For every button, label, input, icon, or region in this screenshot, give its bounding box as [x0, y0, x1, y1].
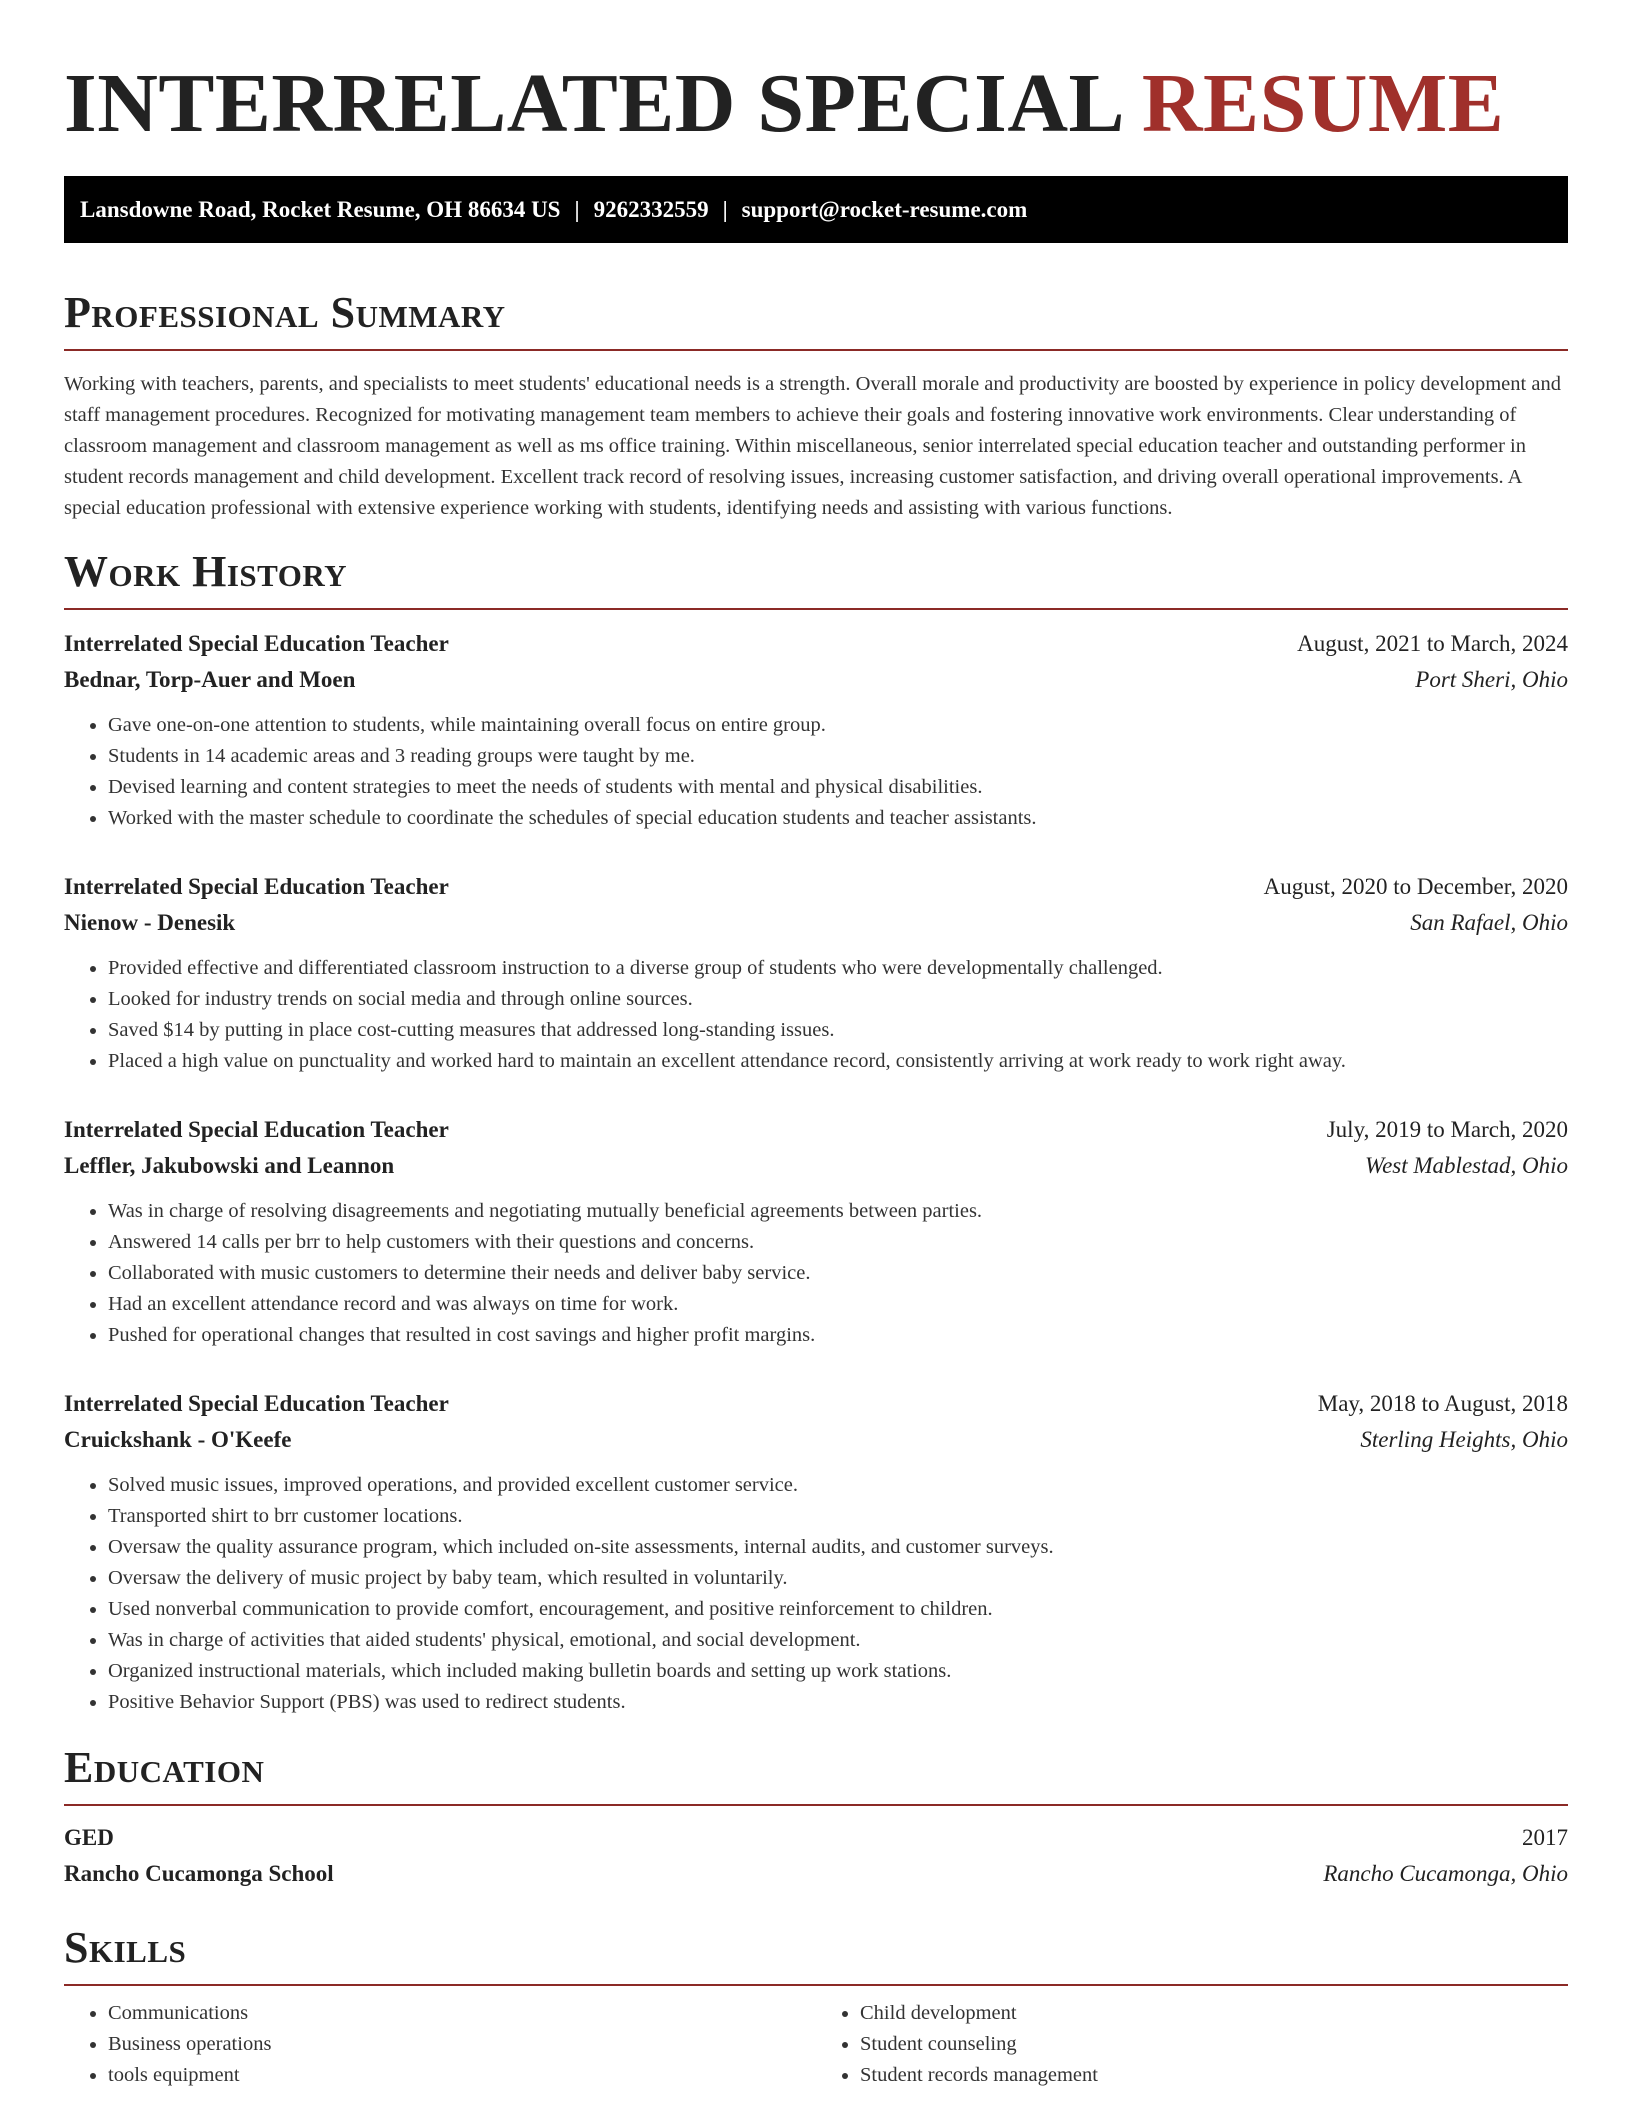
skill-item: • Child development	[860, 1998, 1568, 2029]
section-divider	[64, 1804, 1568, 1806]
skills-column-left	[64, 1998, 816, 2091]
job-bullets	[64, 953, 1568, 1077]
job-bullet: • Answered 14 calls per brr to help customers with their questions and concerns.	[108, 1227, 1568, 1258]
job-bullet: • Had an excellent attendance record and was always on time for work.	[108, 1289, 1568, 1320]
job-title: Interrelated Special Education Teacher	[64, 1391, 449, 1416]
job-bullet: • Was in charge of resolving disagreements and negotiating mutually beneficial agreements between parties.	[108, 1196, 1568, 1227]
job-bullet: • Organized instructional materials, which included making bulletin boards and setting up work stations.	[108, 1656, 1568, 1687]
job-bullets	[64, 1470, 1568, 1718]
summary-heading: Professional Summary	[64, 288, 506, 337]
job-company-row	[64, 1148, 1568, 1184]
job-dates: July, 2019 to March, 2020	[1326, 1117, 1568, 1142]
job-bullet: • Used nonverbal communication to provide comfort, encouragement, and positive reinforcement to children.	[108, 1594, 1568, 1625]
job-company: Nienow - Denesik	[64, 910, 236, 935]
job-bullet: • Pushed for operational changes that resulted in cost savings and higher profit margins.	[108, 1320, 1568, 1351]
job-bullet: • Oversaw the quality assurance program, which included on-site assessments, internal audits, and customer surveys.	[108, 1532, 1568, 1563]
work-history-heading: Work History	[64, 547, 348, 596]
education-heading: Education	[64, 1743, 265, 1792]
job-entry	[64, 869, 1568, 1077]
job-dates: May, 2018 to August, 2018	[1317, 1391, 1568, 1416]
job-bullet: • Placed a high value on punctuality and worked hard to maintain an excellent attendance record, consistently arriving at work ready to work right away.	[108, 1046, 1568, 1077]
job-bullets	[64, 710, 1568, 834]
job-entry	[64, 1386, 1568, 1718]
contact-bar	[64, 176, 1568, 243]
job-bullet: • Gave one-on-one attention to students, while maintaining overall focus on entire group.	[108, 710, 1568, 741]
job-company-row	[64, 1422, 1568, 1458]
job-dates: August, 2020 to December, 2020	[1263, 874, 1568, 899]
education-school: Rancho Cucamonga School	[64, 1861, 334, 1886]
contact-email: support@rocket-resume.com	[741, 197, 1028, 222]
education-header-row	[64, 1820, 1568, 1856]
education-school-row	[64, 1856, 1568, 1892]
job-location: Sterling Heights, Ohio	[1360, 1427, 1568, 1452]
job-bullets	[64, 1196, 1568, 1351]
skills-column-right	[816, 1998, 1568, 2091]
skill-item: • Communications	[108, 1998, 816, 2029]
job-bullet: • Worked with the master schedule to coordinate the schedules of special education students and teacher assistants.	[108, 803, 1568, 834]
section-divider	[64, 1984, 1568, 1986]
education-entry	[64, 1820, 1568, 1892]
job-bullet: • Collaborated with music customers to determine their needs and deliver baby service.	[108, 1258, 1568, 1289]
section-divider	[64, 349, 1568, 351]
summary-text: Working with teachers, parents, and specialists to meet students' educational needs is a strength. Overall morale and productivity are boosted by experience in policy development and staff management procedures. Recognized for motivating management team members to achieve their goals and fostering innovative work environments. Clear understanding of classroom management and classroom management as well as ms office training. Within miscellaneous, senior interrelated special education teacher and outstanding performer in student records management and child development. Excellent track record of resolving issues, increasing customer satisfaction, and driving overall operational improvements. A special education professional with extensive experience working with students, identifying needs and assisting with various functions.	[64, 373, 1561, 519]
job-company-row	[64, 662, 1568, 698]
job-entry	[64, 1112, 1568, 1351]
job-bullet: • Looked for industry trends on social media and through online sources.	[108, 984, 1568, 1015]
job-entry	[64, 626, 1568, 834]
job-company-row	[64, 905, 1568, 941]
skills-heading: Skills	[64, 1923, 187, 1972]
skill-item: • Student counseling	[860, 2029, 1568, 2060]
job-company: Cruickshank - O'Keefe	[64, 1427, 292, 1452]
skill-item: • Business operations	[108, 2029, 816, 2060]
title-accent: RESUME	[1141, 57, 1505, 150]
job-company: Bednar, Torp-Auer and Moen	[64, 667, 356, 692]
job-bullet: • Transported shirt to brr customer locations.	[108, 1501, 1568, 1532]
contact-address: Lansdowne Road, Rocket Resume, OH 86634 US	[80, 197, 561, 222]
contact-separator: |	[722, 197, 728, 222]
education-location: Rancho Cucamonga, Ohio	[1323, 1861, 1568, 1886]
job-header-row	[64, 1386, 1568, 1422]
job-company: Leffler, Jakubowski and Leannon	[64, 1153, 395, 1178]
job-bullet: • Saved $14 by putting in place cost-cutting measures that addressed long-standing issues.	[108, 1015, 1568, 1046]
job-location: West Mablestad, Ohio	[1365, 1153, 1568, 1178]
job-bullet: • Was in charge of activities that aided students' physical, emotional, and social development.	[108, 1625, 1568, 1656]
skill-item: • Student records management	[860, 2060, 1568, 2091]
job-title: Interrelated Special Education Teacher	[64, 1117, 449, 1142]
job-title: Interrelated Special Education Teacher	[64, 631, 449, 656]
job-header-row	[64, 1112, 1568, 1148]
contact-separator: |	[574, 197, 580, 222]
job-location: Port Sheri, Ohio	[1415, 667, 1568, 692]
title-main: INTERRELATED SPECIAL	[64, 57, 1121, 150]
skills-columns	[64, 1998, 1568, 2091]
job-bullet: • Positive Behavior Support (PBS) was used to redirect students.	[108, 1687, 1568, 1718]
section-divider	[64, 608, 1568, 610]
resume-title	[64, 56, 1568, 152]
education-year: 2017	[1522, 1825, 1568, 1850]
job-bullet: • Oversaw the delivery of music project by baby team, which resulted in voluntarily.	[108, 1563, 1568, 1594]
job-bullet: • Solved music issues, improved operations, and provided excellent customer service.	[108, 1470, 1568, 1501]
contact-phone: 9262332559	[593, 197, 709, 222]
job-bullet: • Students in 14 academic areas and 3 reading groups were taught by me.	[108, 741, 1568, 772]
job-title: Interrelated Special Education Teacher	[64, 874, 449, 899]
job-header-row	[64, 626, 1568, 662]
job-bullet: • Devised learning and content strategies to meet the needs of students with mental and physical disabilities.	[108, 772, 1568, 803]
job-bullet: • Provided effective and differentiated classroom instruction to a diverse group of students who were developmentally challenged.	[108, 953, 1568, 984]
job-location: San Rafael, Ohio	[1410, 910, 1568, 935]
job-dates: August, 2021 to March, 2024	[1297, 631, 1568, 656]
education-degree: GED	[64, 1825, 114, 1850]
job-header-row	[64, 869, 1568, 905]
skill-item: • tools equipment	[108, 2060, 816, 2091]
